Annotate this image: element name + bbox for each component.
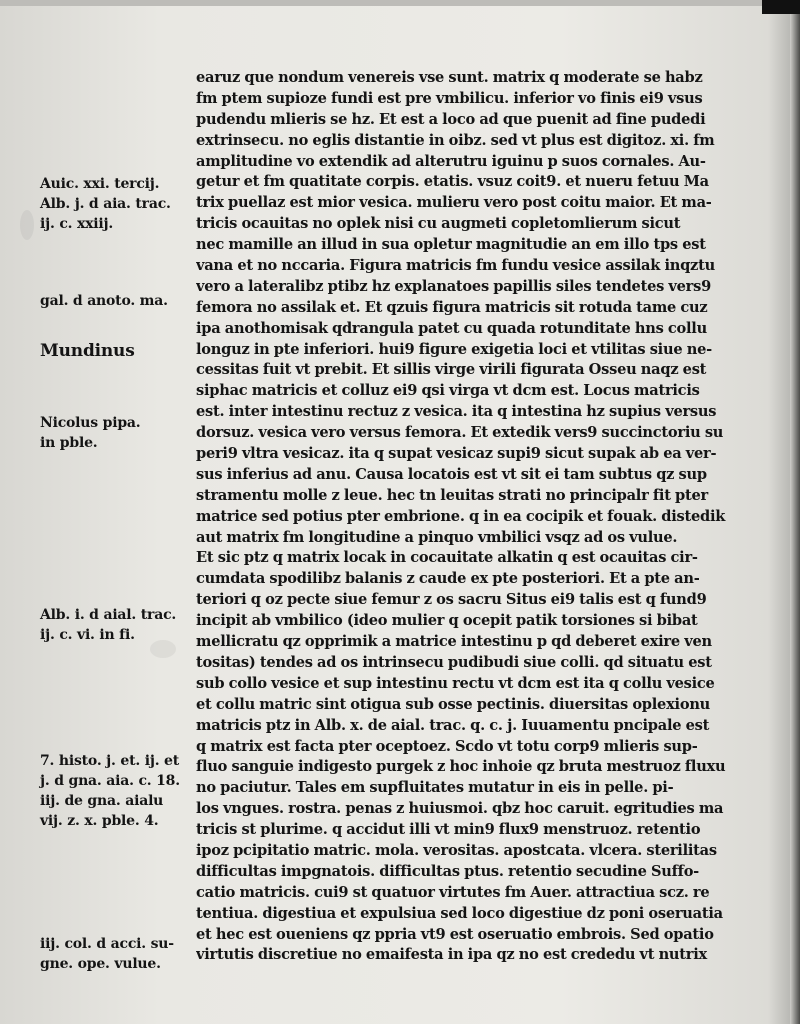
text-line: sub collo vesice et sup intestinu rectu vt dcm est ita q collu vesice [196,674,715,692]
text-line: virtutis discretiue no emaifesta in ipa qz no est crededu vt nutrix [196,946,707,964]
margin-note-line: 7. histo. j. et. ij. et [40,753,180,769]
margin-note-line: ij. c. xxiij. [40,216,114,232]
text-line: ipa anothomisak qdrangula patet cu quada rotunditate hns collu [196,319,707,337]
text-line: siphac matricis et colluz ei9 qsi virga vt dcm est. Locus matricis [196,382,700,400]
text-line: Et sic ptz q matrix locak in cocauitate alkatin q est ocauitas cir- [196,549,698,567]
text-line: getur et fm quatitate corpis. etatis. vsuz coit9. et nueru fetuu Ma [196,173,709,191]
margin-note-line: Nicolus pipa. [40,415,141,431]
margin-note-line: Alb. j. d aia. trac. [40,196,171,212]
text-line: matrice sed potius pter embrione. q in ea cocipik et fouak. distedik [196,507,726,525]
text-line: stramentu molle z leue. hec tn leuitas strati no principalr fit pter [196,486,708,504]
text-line: no paciutur. Tales em supfluitates mutatur in eis in pelle. pi- [196,779,674,797]
text-line: ipoz pcipitatio matric. mola. verositas. apostcata. vlcera. sterilitas [196,841,717,859]
text-line: est. inter intestinu rectuz z vesica. ita q intestina hz supius versus [196,403,717,421]
text-line: pudendu mlieris se hz. Et est a loco ad que puenit ad fine pudedi [196,110,706,128]
text-line: tricis ocauitas no oplek nisi cu augmeti copletomlierum sicut [196,215,681,233]
margin-note-galen [40,291,190,311]
text-line: earuz que nondum venereis vse sunt. matrix q moderate se habz [196,69,703,86]
text-line: dorsuz. vesica vero versus femora. Et extedik vers9 succinctoriu su [196,424,724,442]
text-line: fm ptem supioze fundi est pre vmbilicu. inferior vo finis ei9 vsus [196,89,703,107]
text-line: tricis st plurime. q accidut illi vt min9 flux9 menstruoz. retentio [196,821,701,839]
text-line: femora no assilak et. Et qzuis figura matricis sit rotuda tame cuz [196,298,708,316]
text-line: trix puellaz est mior vesica. mulieru vero post coitu maior. Et ma- [196,194,712,212]
margin-note-line: vij. z. x. pble. 4. [40,813,159,829]
margin-note-historia [40,751,190,831]
margin-note-line: ij. c. vi. in fi. [40,627,135,643]
page-binding-edge [790,0,800,1024]
text-line: aut matrix fm longitudine a pinquo vmbilici vsqz ad os vulue. [196,528,678,546]
margin-note-albertus [40,605,190,645]
main-text-block [196,68,746,966]
margin-note-line: Mundinus [40,341,135,361]
text-line: vana et no nccaria. Figura matricis fm fundu vesice assilak inqztu [196,257,715,275]
page-top-strip [0,0,800,6]
margin-note-vulva [40,934,190,974]
text-line: longuz in pte inferiori. hui9 figure exigetia loci et vtilitas siue ne- [196,340,712,358]
text-line: los vngues. rostra. penas z huiusmoi. qbz hoc caruit. egritudies ma [196,800,724,818]
text-line: extrinsecu. no eglis distantie in oibz. sed vt plus est digitoz. xi. fm [196,131,715,149]
margin-note-line: in pble. [40,435,98,451]
margin-note-line: iij. de gna. aialu [40,793,164,809]
text-line: catio matricis. cui9 st quatuor virtutes fm Auer. attractiua scz. re [196,883,710,901]
text-line: peri9 vltra vesicaz. ita q supat vesicaz supi9 sicut supak ab ea ver- [196,445,717,463]
text-line: nec mamille an illud in sua opletur magnitudie an em illo tps est [196,236,706,254]
margin-note-line: gne. ope. vulue. [40,956,161,972]
text-line: cessitas fuit vt prebit. Et sillis virge virili figurata Osseu naqz est [196,361,707,379]
text-line: teriori q oz pecte siue femur z os sacru Situs ei9 talis est q fund9 [196,591,707,609]
text-line: cumdata spodilibz balanis z caude ex pte posteriori. Et a pte an- [196,570,700,588]
margin-note-line: iij. col. d acci. su- [40,936,174,952]
margin-note-avicenna [40,174,190,234]
text-line: et hec est oueniens qz ppria vt9 est oseruatio embrois. Sed opatio [196,925,714,943]
text-line: tentiua. digestiua et expulsiua sed loco digestiue dz poni oseruatia [196,904,723,922]
text-line: amplitudine vo extendik ad alterutru iguinu p suos cornales. Au- [196,152,706,170]
scan-corner [762,0,800,14]
margin-note-line: Auic. xxi. tercij. [40,176,160,192]
paper-smudge [20,210,34,240]
margin-note-line: j. d gna. aia. c. 18. [40,773,180,789]
text-line: mellicratu qz opprimik a matrice intestinu p qd deberet exire ven [196,633,712,651]
text-line: vero a lateralibz ptibz hz explanatoes papillis siles tendetes vers9 [196,277,711,295]
margin-note-nicolus [40,413,190,453]
text-line: fluo sanguie indigesto purgek z hoc inhoie qz bruta mestruoz fluxu [196,758,726,776]
text-line: matricis ptz in Alb. x. de aial. trac. q. c. j. Iuuamentu pncipale est [196,716,710,734]
text-line: incipit ab vmbilico (ideo mulier q ocepit patik torsiones si bibat [196,612,698,630]
margin-note-line: gal. d anoto. ma. [40,293,168,309]
text-line: q matrix est facta pter oceptoez. Scdo vt totu corp9 mlieris sup- [196,737,698,755]
margin-note-mundinus [40,340,190,362]
text-line: tositas) tendes ad os intrinsecu pudibudi siue colli. qd situatu est [196,653,712,671]
text-line: et collu matric sint otigua sub osse pectinis. diuersitas oplexionu [196,695,711,713]
text-line: difficultas impgnatois. difficultas ptus. retentio secudine Suffo- [196,862,699,880]
margin-note-line: Alb. i. d aial. trac. [40,607,177,623]
text-line: sus inferius ad anu. Causa locatois est vt sit ei tam subtus qz sup [196,465,707,483]
